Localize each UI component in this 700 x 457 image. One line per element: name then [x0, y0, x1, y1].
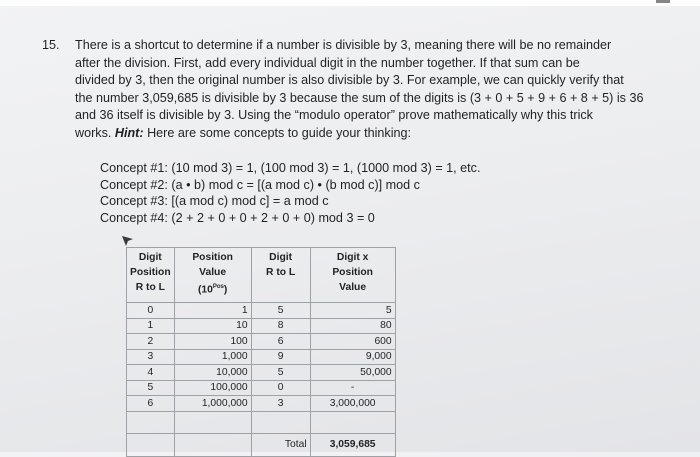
problem-line: divided by 3, then the original number is also divisible by 3. For example, we can quickly verify that [75, 73, 624, 88]
concept-item: Concept #4: (2 + 2 + 0 + 0 + 2 + 0 + 0) mod 3 = 0 [100, 210, 375, 225]
table-row [127, 303, 396, 319]
cell-position-value: 1,000,000 [174, 396, 251, 412]
cell-digit: 8 [251, 318, 310, 334]
cell-product: 9,000 [310, 349, 395, 365]
problem-line-end: works. [75, 126, 112, 140]
cell-position: 5 [127, 380, 175, 396]
digit-table [126, 247, 396, 457]
cell-digit: 5 [251, 303, 310, 319]
cell-position: 1 [127, 318, 175, 334]
cell-product: 50,000 [310, 365, 395, 381]
cell-product: 5 [310, 303, 395, 319]
cell-digit: 9 [251, 349, 310, 365]
table-header-row [127, 248, 396, 303]
table-row [127, 380, 396, 396]
header-digit-x-position-value: Digit x Position Value [310, 248, 395, 303]
header-digit-r-to-l: Digit R to L [251, 248, 310, 303]
hint-text: Here are some concepts to guide your thinking: [147, 126, 411, 140]
table-row [127, 334, 396, 350]
cell-position-value: 100 [174, 334, 251, 350]
cell-product: 80 [310, 318, 395, 334]
cell-position-value: 100,000 [174, 380, 251, 396]
cell-digit: 5 [251, 365, 310, 381]
problem-line: There is a shortcut to determine if a number is divisible by 3, meaning there will be no remainder [75, 38, 612, 52]
cell-position: 2 [127, 334, 175, 350]
problem-hint-line [75, 125, 411, 143]
cell-position-value: 1 [174, 303, 251, 319]
cell-product: 3,000,000 [310, 396, 395, 412]
table-spacer-row [127, 411, 396, 433]
cell-digit: 0 [251, 380, 310, 396]
table-row [127, 365, 396, 381]
problem-line: after the division. First, add every individual digit in the number together. If that sum can be [75, 55, 580, 70]
problem-line: and 36 itself is divisible by 3. Using the “modulo operator” prove mathematically why this trick [75, 108, 593, 123]
top-edge [0, 0, 700, 6]
cell-product: - [310, 380, 395, 396]
total-value: 3,059,685 [310, 433, 395, 456]
mouse-cursor-icon [122, 236, 134, 246]
cell-digit: 6 [251, 334, 310, 350]
cell-position-value: 10,000 [174, 365, 251, 381]
cell-digit: 3 [251, 396, 310, 412]
table-row [127, 318, 396, 334]
table-row [127, 349, 396, 365]
concept-item: Concept #1: (10 mod 3) = 1, (100 mod 3) = 1, (1000 mod 3) = 1, etc. [100, 161, 481, 175]
total-label: Total [251, 433, 310, 456]
cell-product: 600 [310, 334, 395, 350]
cell-position-value: 10 [174, 318, 251, 334]
problem-line: the number 3,059,685 is divisible by 3 because the sum of the digits is (3 + 0 + 5 + 9 + 6 + 8 + 5) is 36 [75, 90, 644, 105]
cell-position: 0 [127, 303, 175, 319]
hint-label: Hint: [114, 126, 144, 140]
table-row [127, 396, 396, 412]
cell-position: 4 [127, 365, 175, 381]
table-total-row [127, 433, 396, 456]
top-edge-mark [656, 0, 670, 3]
cell-position: 6 [127, 396, 175, 412]
concept-list [100, 160, 480, 226]
problem-number: 15. [42, 38, 60, 52]
concept-item: Concept #2: (a • b) mod c = [(a mod c) • (b mod c)] mod c [100, 177, 420, 192]
cell-position-value: 1,000 [174, 349, 251, 365]
header-digit-position: Digit Position R to L [127, 248, 175, 303]
concept-item: Concept #3: [(a mod c) mod c] = a mod c [100, 194, 329, 208]
cell-position: 3 [127, 349, 175, 365]
header-position-value: Position Value $(10^{Pos})$ [174, 248, 251, 303]
